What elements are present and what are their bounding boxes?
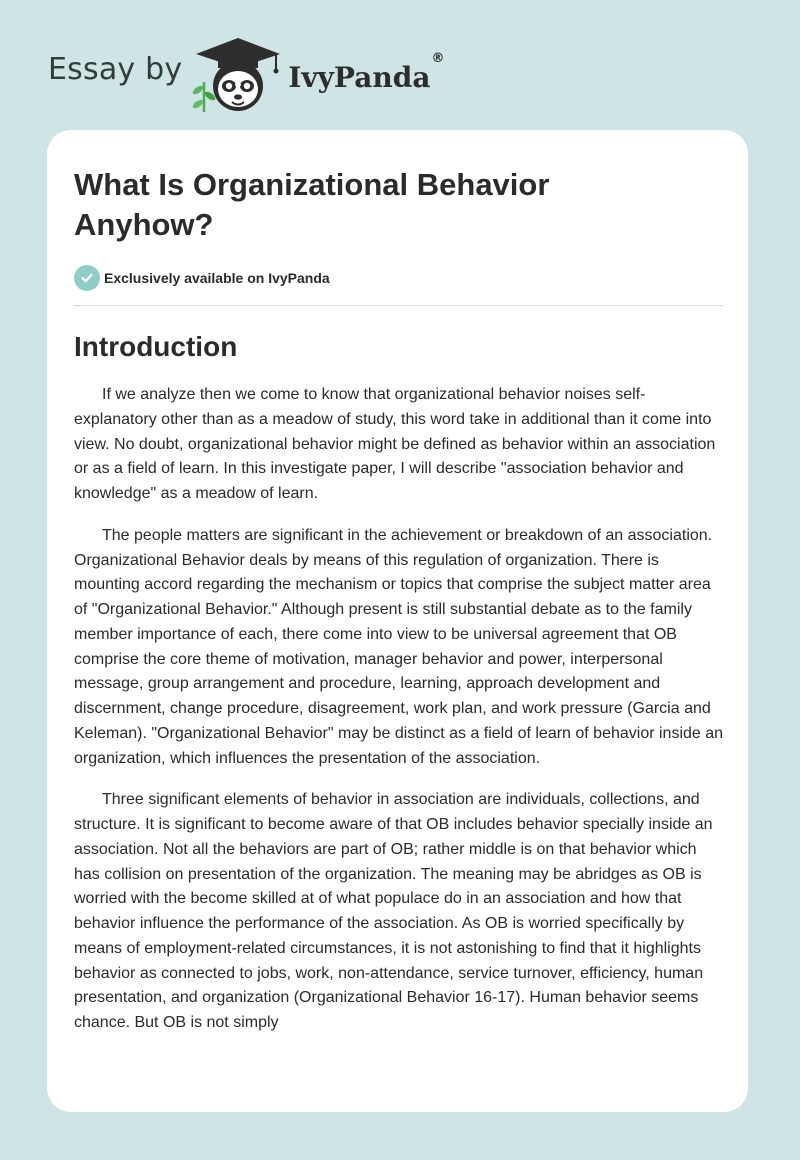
exclusive-badge-label: Exclusively available on IvyPanda [104,270,330,286]
check-circle-icon [74,265,100,291]
paragraph-2: The people matters are significant in the achievement or breakdown of an association. Organizational Behavior deals by means of this regulation of organization. There is mounting accord regarding the mechanism or topics that comprise the subject matter area of "Organizational Behavior." Although present is still substantial debate as to the family member importance of each, there come into view to be universal agreement that OB comprise the core theme of motivation, manager behavior and power, interpersonal message, group arrangement and procedure, learning, approach development and discernment, change procedure, disagreement, work plan, and work pressure (Garcia and Keleman). "Organizational Behavior" may be distinct as a field of learn of behavior inside an organization, which influences the presentation of the association. [74,526,724,767]
essay-by-label: Essay by [48,51,183,87]
registered-mark: ® [431,50,445,66]
title-divider [74,305,723,306]
paragraph-1: If we analyze then we come to know that organizational behavior noises self-explanatory other than as a meadow of study, this word take in additional than it come into view. No doubt, organizational behavior might be defined as behavior within an association or as a field of learn. In this investigate paper, I will describe "association behavior and knowledge" as a meadow of learn. [74,386,716,502]
exclusive-badge [74,265,722,291]
section-heading: Introduction [74,331,238,362]
brand-name[interactable]: IvyPanda [288,60,431,94]
panda-logo-icon[interactable] [192,34,284,114]
paragraph-3: Three significant elements of behavior in association are individuals, collections, and structure. It is significant to become aware of that OB includes behavior specially inside an association. Not all the behaviors are part of OB; rather middle is on that behavior which has collision on presentation of the organization. The meaning may be abridges as OB is worried with the become skilled at of what populace do in an association and how that behavior influence the performance of the association. As OB is worried specifically by means of employment-related circumstances, it is not astonishing to find that it highlights behavior as connected to jobs, work, non-attendance, service turnover, efficiency, human presentation, and organization (Organizational Behavior 16-17). Human behavior seems chance. But OB is not simply [74,791,713,1031]
site-header [48,34,444,114]
essay-title: What Is Organizational Behavior Anyhow? [74,167,550,242]
essay-card [47,130,748,1112]
